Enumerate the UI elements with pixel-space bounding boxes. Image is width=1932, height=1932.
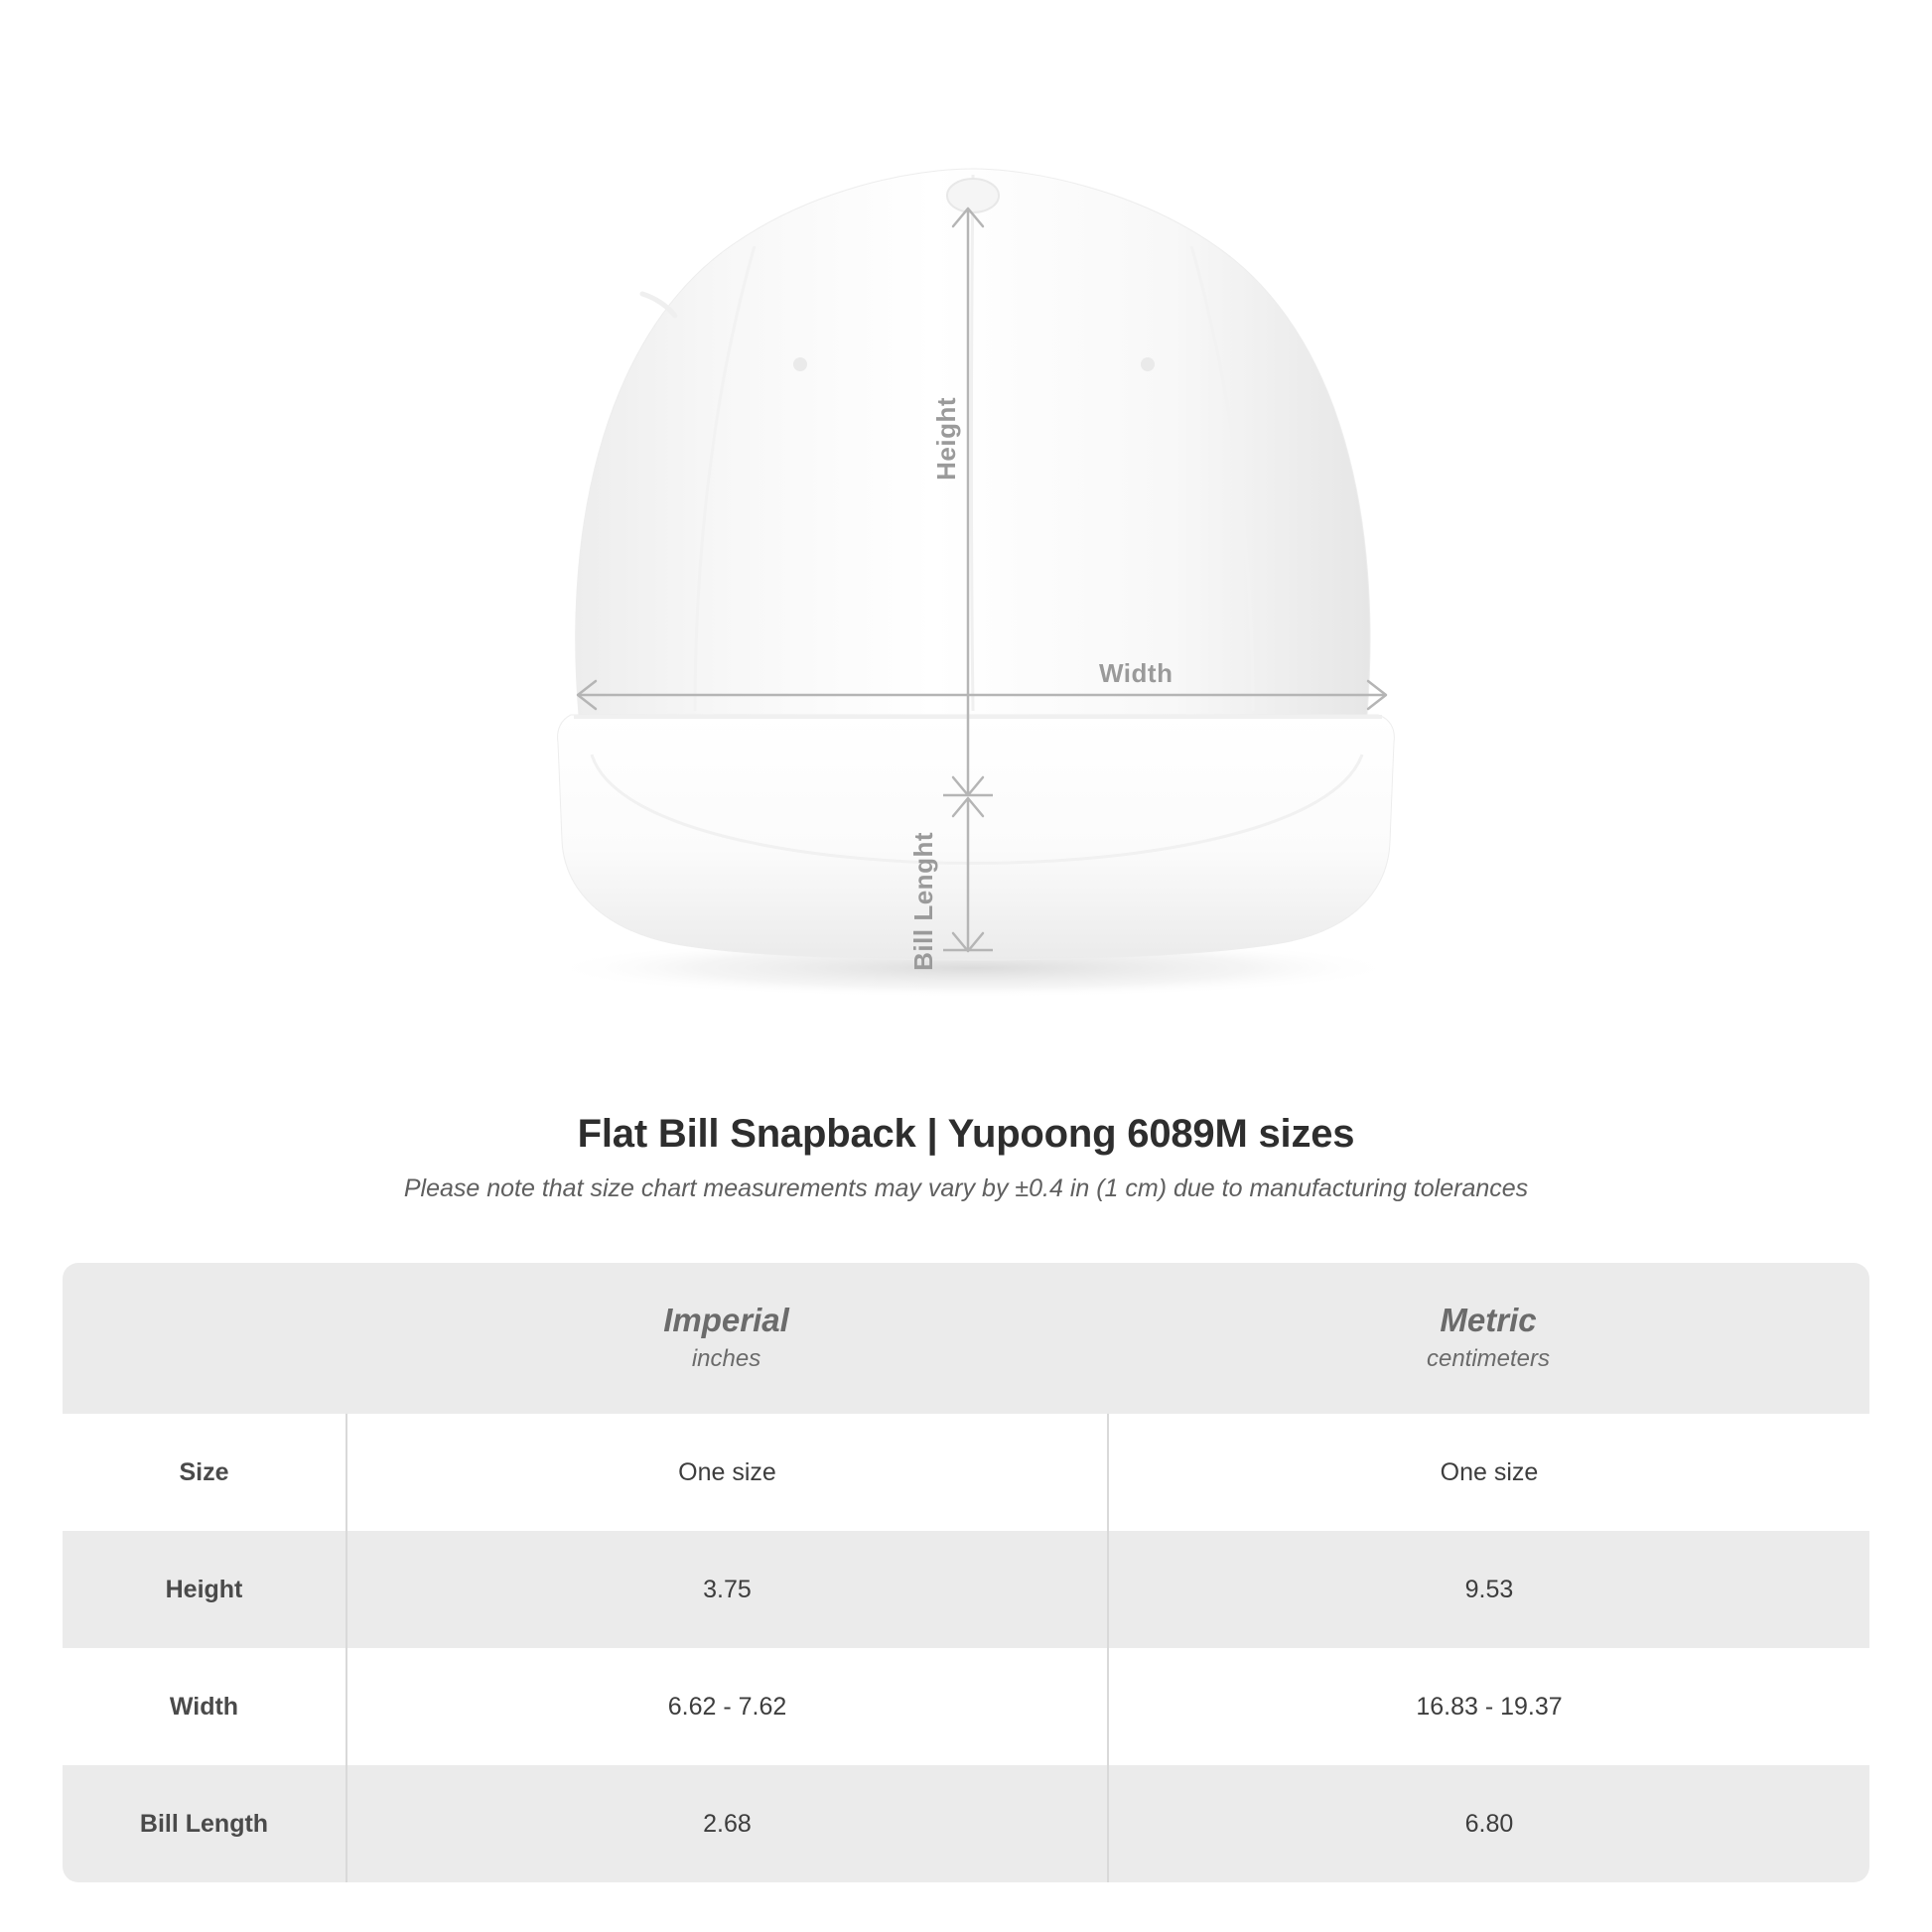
header-metric: [1107, 1263, 1869, 1414]
bill-label-line1: Bill: [908, 928, 938, 971]
title-block: [0, 1112, 1932, 1203]
row-label-bill-length: Bill Length: [63, 1765, 345, 1882]
size-table: [63, 1263, 1869, 1882]
table-row: [63, 1765, 1869, 1882]
cell-height-metric: 9.53: [1107, 1531, 1869, 1648]
tolerance-note: Please note that size chart measurements may vary by ±0.4 in (1 cm) due to manufacturing tolerances: [403, 1174, 1529, 1202]
dimension-label-height: Height: [931, 397, 961, 481]
header-imperial: [345, 1263, 1107, 1414]
row-label-size: Size: [63, 1414, 345, 1531]
header-metric-main: Metric: [1440, 1301, 1537, 1338]
cell-size-metric: One size: [1107, 1414, 1869, 1531]
size-table-container: [63, 1263, 1869, 1882]
table-row: [63, 1414, 1869, 1531]
dimension-label-bill-length: [908, 832, 938, 971]
cell-size-imperial: One size: [345, 1414, 1107, 1531]
header-imperial-main: Imperial: [663, 1301, 789, 1338]
cell-width-metric: 16.83 - 19.37: [1107, 1648, 1869, 1765]
row-label-height: Height: [63, 1531, 345, 1648]
cell-bill-length-imperial: 2.68: [345, 1765, 1107, 1882]
page-title: Flat Bill Snapback | Yupoong 6089M sizes: [577, 1112, 1355, 1156]
cell-width-imperial: 6.62 - 7.62: [345, 1648, 1107, 1765]
dimension-label-width: Width: [1099, 658, 1173, 688]
header-blank: [63, 1263, 345, 1414]
row-label-width: Width: [63, 1648, 345, 1765]
bill-label-line2: Lenght: [908, 832, 938, 921]
table-row: [63, 1531, 1869, 1648]
cell-height-imperial: 3.75: [345, 1531, 1107, 1648]
header-metric-sub: centimeters: [1426, 1345, 1551, 1373]
table-header-row: [63, 1263, 1869, 1414]
cell-bill-length-metric: 6.80: [1107, 1765, 1869, 1882]
table-row: [63, 1648, 1869, 1765]
header-imperial-sub: inches: [691, 1345, 761, 1373]
